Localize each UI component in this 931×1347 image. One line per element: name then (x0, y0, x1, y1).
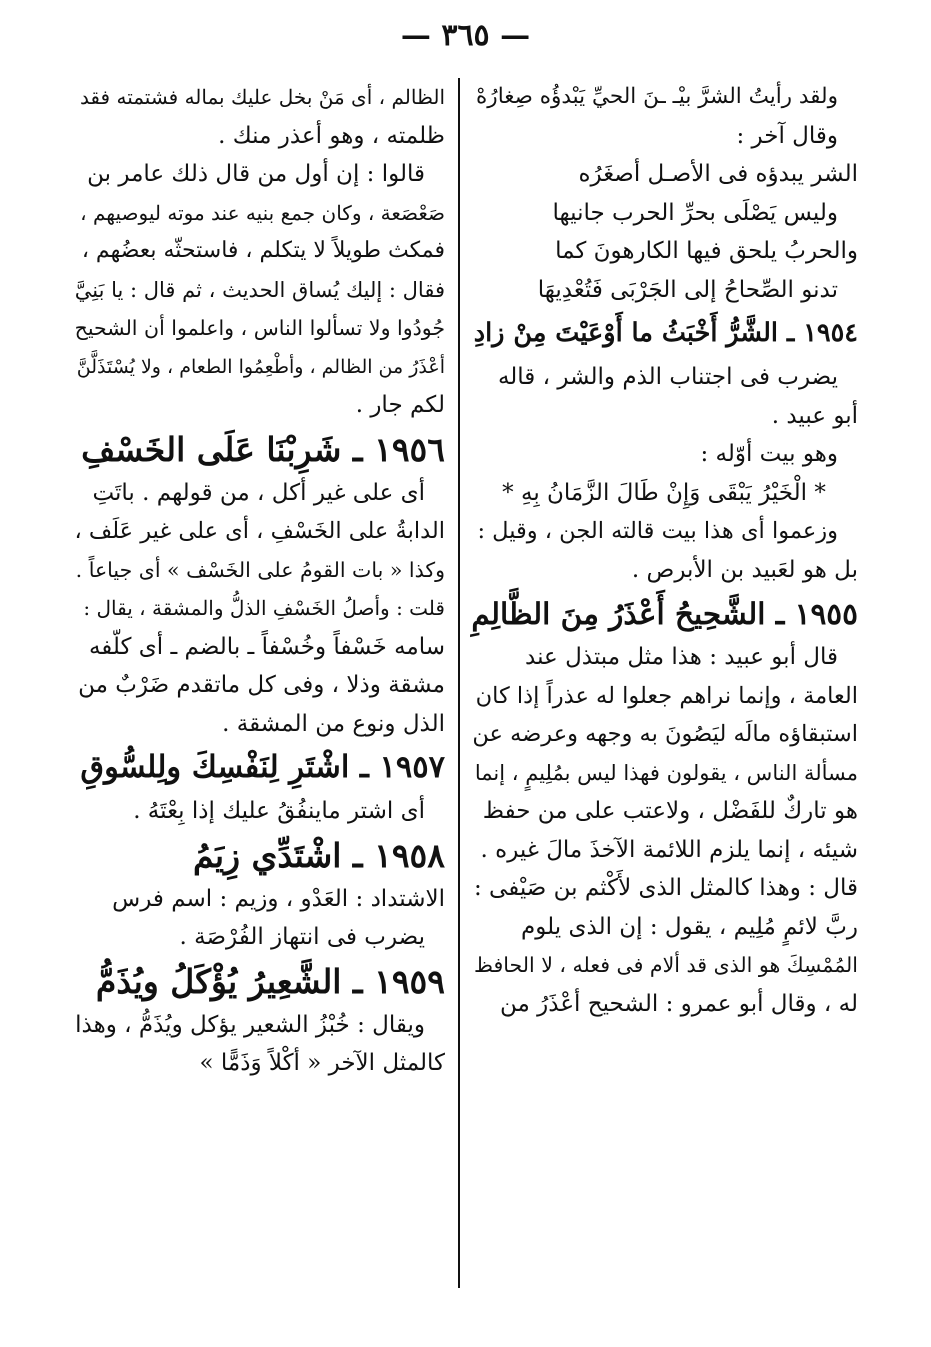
text-line: والحربُ يلحق فيها الكارهونَ كما (555, 238, 858, 264)
text-line: المُمْسِكَ هو الذى قد ألام فى فعله ، لا الحافظ (474, 953, 858, 977)
text-line: ظلمته ، وهو أعذر منك . (218, 122, 445, 149)
text-line: الدابةُ على الخَسْفِ ، أى على غير عَلَف ، (74, 518, 445, 544)
text-line: الظالم ، أى مَنْ بخل عليك بماله فشتمته فقد (79, 85, 445, 109)
text-line: قال أبو عبيد : هذا مثل مبتذل عند (525, 644, 838, 670)
text-line: مسألة الناس ، يقولون فهذا ليس بمُلِيمٍ ، إنما (474, 760, 858, 785)
text-line: أعْذَرُ من الظالم ، وأطْعِمُوا الطعام ، ولا يُسْتَذَلَّنَّ (76, 355, 445, 378)
proverb-heading: ١٩٥٨ ـ اشْتَدِّي زِيَمُ (192, 835, 445, 875)
proverb-heading: ١٩٥٦ ـ شَرِبْنَا عَلَى الخَسْفِ (81, 429, 445, 469)
page-number: — ٣٦٥ — (400, 18, 531, 53)
text-line: الاشتداد : العَدْو ، وزيم : اسم فرس (112, 885, 445, 912)
text-line: قال : وهذا كالمثل الذى لأَكْثم بن صَيْفى : (474, 875, 858, 901)
text-line: ولقد رأيتُ الشرَّ بيْـ ـنَ الحيِّ يَبْدؤُه صِغارُهْ (476, 84, 838, 109)
text-line: قلت : وأصلُ الخَسْفِ الذلُّ والمشقة ، يقال : (83, 596, 445, 620)
proverb-heading: ١٩٥٧ ـ اشْتَرِ لِنَفْسِكَ ولِلسُّوقِ (80, 749, 445, 785)
text-line: بل هو لعَبيد بن الأبرص . (631, 556, 858, 583)
text-line: أى على غير أكل ، من قولهم . باتَتِ (92, 479, 425, 506)
text-line: وزعموا أى هذا بيت قالته الجن ، وقيل : (477, 518, 838, 544)
text-line: لكم جار . (355, 392, 445, 418)
text-line: وقال آخر : (736, 122, 838, 149)
text-line: جُودُوا ولا تسألوا الناس ، واعلموا أن الشحيح (74, 316, 445, 340)
proverb-heading: ١٩٥٩ ـ الشَّعِيرُ يُؤْكَلُ ويُذَمُّ (95, 961, 445, 1001)
left-column (75, 78, 445, 1083)
proverb-heading: ١٩٥٤ ـ الشَّرُّ أَخْبَثُ ما أَوْعَيْتَ مِنْ زادِ (473, 318, 858, 348)
text-line: يضرب فى اجتناب الذم والشر ، قاله (497, 364, 838, 390)
text-line: هو تاركٌ للفَضْل ، ولاعتب على من حفظ (482, 798, 858, 824)
text-line: * الْخَيْرُ يَبْقَى وَإِنْ طَالَ الزَّمَانُ بِهِ * (502, 479, 826, 506)
text-line: ويقال : خُبْزُ الشعير يؤكل ويُذَمُّ ، وهذا (75, 1011, 425, 1038)
text-line: استبقاؤه مالَه ليَصُونَ به وجهه وعرضه عن (472, 721, 858, 747)
text-line: العامة ، وإنما نراهم جعلوا له عذراً إذا كان (475, 682, 858, 709)
column-divider (458, 78, 460, 1288)
text-line: فمكث طويلاً لا يتكلم ، فاستحثّه بعضُهم ، (81, 238, 445, 263)
text-line: مشقة وذلا ، وفى كل ماتقدم ضَرْبٌ من (78, 672, 445, 698)
text-line: صَعْصَعة ، وكان جمع بنيه عند موته ليوصيهم ، (80, 200, 445, 225)
text-line: سامه خَسْفاً وخُسْفاً ـ بالضم ـ أى كلّفه (88, 633, 445, 660)
text-line: شيئه ، إنما يلزم اللائمة الآخذَ مالَ غيره . (480, 836, 858, 863)
text-line: كالمثل الآخر « أكْلاً وَذَمًّا » (199, 1050, 445, 1076)
text-line: تدنو الصِّحاحُ إلى الجَرْبَى فَتُعْدِيهَا (537, 276, 838, 303)
text-line: قالوا : إن أول من قال ذلك عامر بن (87, 161, 425, 187)
text-line: وليس يَصْلَى بحرِّ الحرب جانيها (552, 199, 838, 226)
text-line: وهو بيت أوّله : (700, 441, 838, 467)
text-line: له ، وقال أبو عمرو : الشحيح أعْذَرُ من (500, 990, 858, 1017)
text-line: فقال : إليك يُساق الحديث ، ثم قال : يا بَنِيَّ (74, 277, 445, 302)
right-column (470, 78, 858, 1023)
text-line: يضرب فى انتهاز الفُرْصَة . (179, 924, 425, 950)
text-line: وكذا « بات القومُ على الخَسْف » أى جياعاً . (75, 557, 445, 582)
text-line: الذل ونوع من المشقة . (222, 710, 445, 737)
proverb-heading: ١٩٥٥ ـ الشَّحِيحُ أَعْذَرُ مِنَ الظَّالِمِ (471, 596, 858, 631)
text-line: ربَّ لائمٍ مُلِيم ، يقول : إن الذى يلوم (521, 913, 858, 940)
text-line: أبو عبيد . (771, 402, 858, 429)
text-line: أى اشتر ماينفُقُ عليك إذا بِعْتَهُ . (133, 798, 425, 824)
text-line: الشر يبدؤه فى الأصـل أصغَرُه (578, 161, 858, 187)
